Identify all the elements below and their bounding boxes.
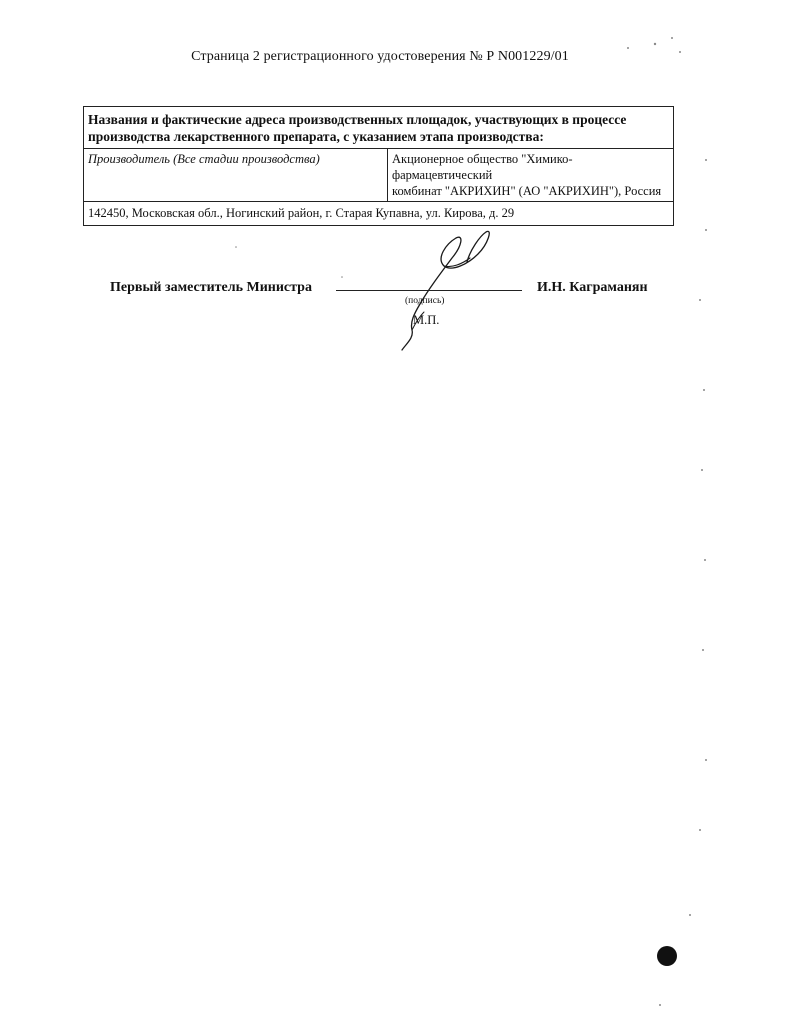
table-heading: Названия и фактические адреса производственных площадок, участвующих в процессе производства лекарственного препарата, с указанием этапа производства: (84, 107, 674, 149)
stamp-mark: М.П. (413, 313, 440, 327)
production-sites-table (83, 106, 674, 226)
manufacturer-line-2: комбинат "АКРИХИН" (АО "АКРИХИН"), Россия (392, 184, 662, 198)
manufacturer-cell (388, 149, 674, 202)
address-cell: 142450, Московская обл., Ногинский район, г. Старая Купавна, ул. Кирова, д. 29 (84, 202, 674, 226)
signature-caption: (подпись) (405, 296, 445, 306)
signature-block (0, 270, 791, 360)
manufacturer-line-1: Акционерное общество "Химико-фармацевтический (392, 152, 573, 182)
signer-position: Первый заместитель Министра (110, 280, 312, 295)
scan-dot (657, 946, 677, 966)
signature-line (336, 290, 522, 291)
table-row (84, 202, 674, 226)
page-header (0, 49, 760, 65)
table-heading-row (84, 107, 674, 149)
page-title: Страница 2 регистрационного удостоверения № Р N001229/01 (191, 49, 569, 64)
production-stage-cell: Производитель (Все стадии производства) (84, 149, 388, 202)
table-row (84, 149, 674, 202)
signer-name: И.Н. Каграманян (537, 280, 648, 295)
